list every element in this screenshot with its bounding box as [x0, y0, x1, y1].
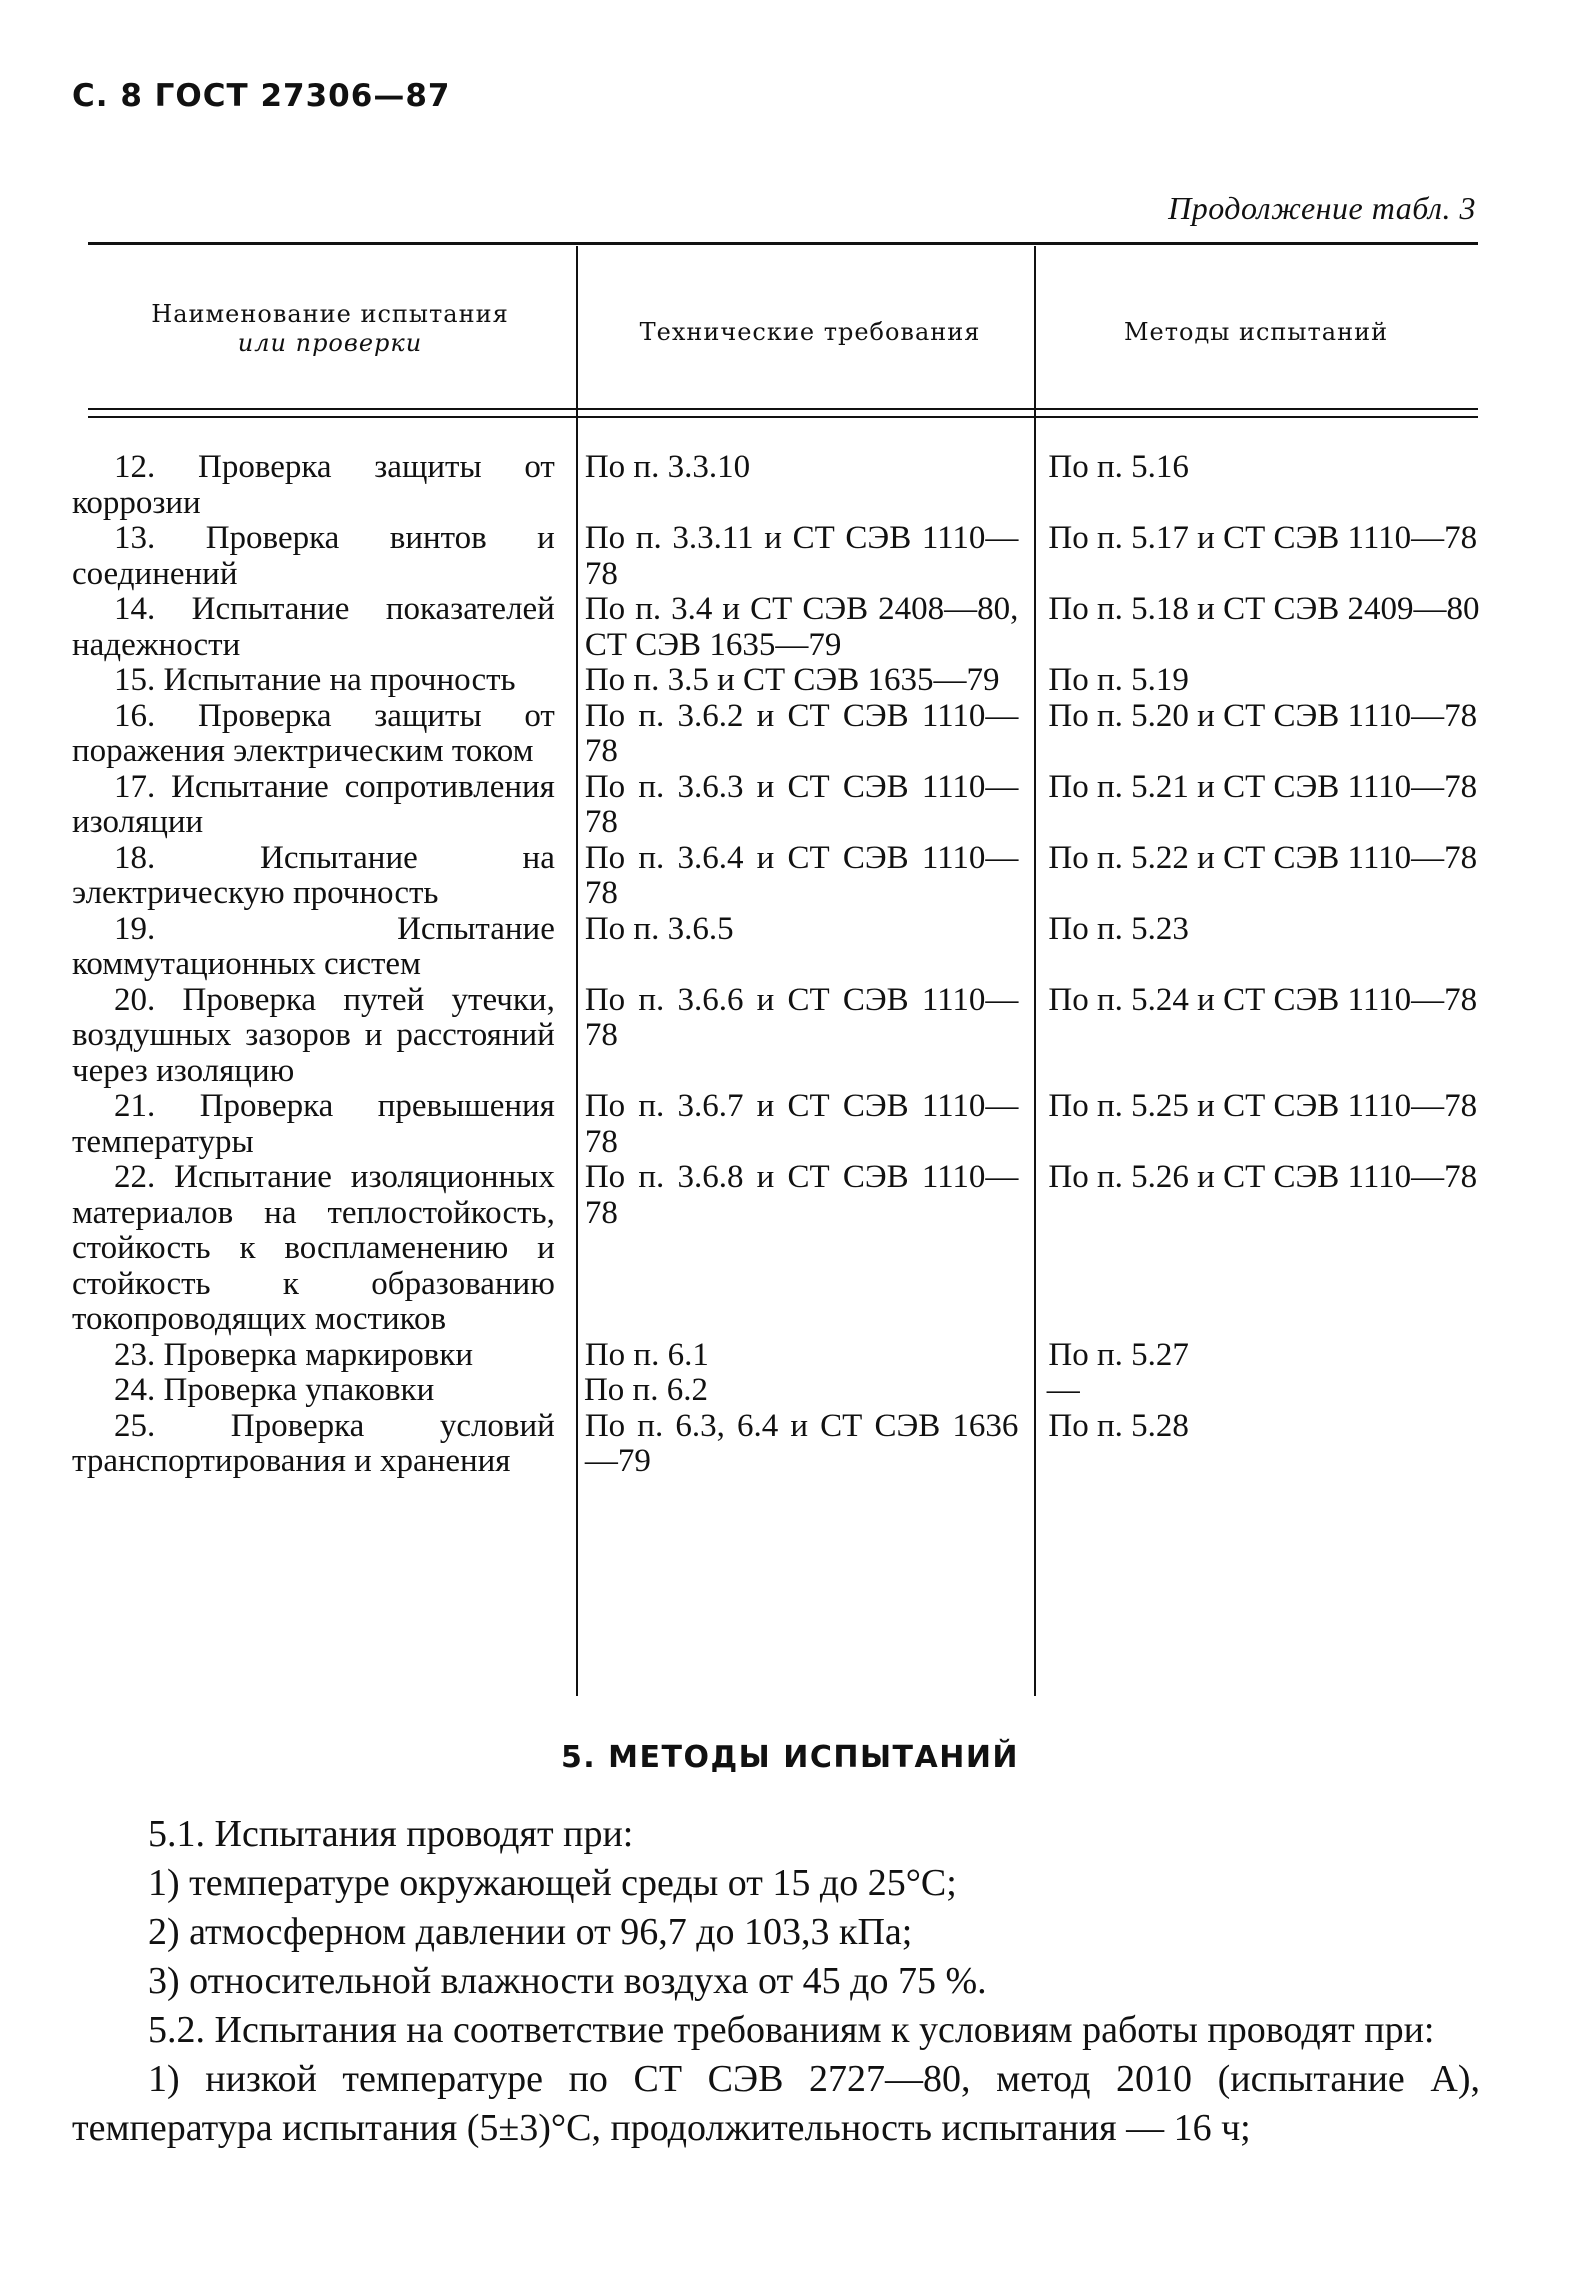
requirement-cell: По п. 6.2 [583, 1372, 708, 1408]
table-row [72, 1409, 1482, 1480]
table-row [72, 521, 1482, 592]
method-cell: — [1046, 1372, 1080, 1408]
method-cell: По п. 5.24 и СТ СЭВ 1110—78 [1048, 981, 1478, 1018]
method-cell: По п. 5.21 и СТ СЭВ 1110—78 [1048, 768, 1478, 805]
test-name-cell: 23. Проверка маркировки [114, 1336, 474, 1373]
test-name-cell: 18. Испытание на электрическую прочность [72, 839, 555, 911]
table-row [72, 1160, 1482, 1338]
table-top-rule [88, 242, 1478, 245]
method-cell: По п. 5.25 и СТ СЭВ 1110—78 [1048, 1088, 1478, 1124]
test-name-cell: 17. Испытание сопротивления изоляции [72, 768, 555, 840]
table-row [72, 663, 1482, 699]
method-cell: По п. 5.27 [1048, 1336, 1189, 1373]
page-header: С. 8 ГОСТ 27306—87 [72, 78, 451, 114]
header-rule-2 [88, 416, 1478, 418]
paragraph: 1) низкой температуре по СТ СЭВ 2727—80, метод 2010 (испытание А), температура испытания (5±3)°С, продолжительность испытания — 16 ч; [72, 2058, 1480, 2149]
column-header-name-line1: Наименование испытания [151, 300, 509, 328]
requirement-cell: По п. 3.6.7 и СТ СЭВ 1110—78 [584, 1088, 1019, 1160]
table-row [72, 1373, 1482, 1409]
test-name-cell: 24. Проверка упаковки [114, 1372, 435, 1408]
method-cell: По п. 5.17 и СТ СЭВ 1110—78 [1048, 520, 1478, 556]
paragraph: 1) температуре окружающей среды от 15 до 25°С; [148, 1862, 957, 1904]
test-name-cell: 16. Проверка защиты от поражения электрическим током [72, 697, 555, 769]
section-heading: 5. МЕТОДЫ ИСПЫТАНИЙ [560, 1740, 1020, 1775]
test-name-cell: 20. Проверка путей утечки, воздушных зазоров и расстояний через изоляцию [72, 981, 555, 1089]
table-row [72, 841, 1482, 912]
method-cell: По п. 5.26 и СТ СЭВ 1110—78 [1048, 1159, 1478, 1195]
table-row [72, 1089, 1482, 1160]
column-header-name [100, 300, 560, 358]
method-cell: По п. 5.28 [1048, 1407, 1189, 1444]
requirement-cell: По п. 3.6.4 и СТ СЭВ 1110—78 [584, 839, 1019, 911]
table-continuation-label: Продолжение табл. 3 [1168, 190, 1476, 226]
requirement-cell: По п. 3.5 и СТ СЭВ 1635—79 [584, 662, 1000, 698]
table-row [72, 770, 1482, 841]
test-name-cell: 13. Проверка винтов и соединений [72, 520, 555, 592]
paragraph: 5.2. Испытания на соответствие требованиям к условиям работы проводят при: [148, 2009, 1435, 2051]
test-name-cell: 21. Проверка превышения температуры [72, 1088, 555, 1160]
table-row [72, 1338, 1482, 1374]
table-row [72, 983, 1482, 1090]
method-cell: По п. 5.22 и СТ СЭВ 1110—78 [1048, 839, 1478, 876]
test-name-cell: 25. Проверка условий транспортирования и хранения [72, 1407, 555, 1479]
requirement-cell: По п. 3.6.8 и СТ СЭВ 1110—78 [584, 1159, 1019, 1231]
requirement-cell: По п. 3.6.6 и СТ СЭВ 1110—78 [584, 981, 1019, 1053]
column-header-methods: Методы испытаний [1123, 318, 1389, 346]
test-name-cell: 15. Испытание на прочность [114, 662, 516, 698]
paragraph: 2) атмосферном давлении от 96,7 до 103,3 кПа; [148, 1911, 913, 1953]
method-cell: По п. 5.23 [1048, 910, 1189, 947]
requirement-cell: По п. 3.6.2 и СТ СЭВ 1110—78 [584, 697, 1019, 769]
paragraph: 5.1. Испытания проводят при: [148, 1813, 634, 1855]
test-name-cell: 14. Испытание показателей надежности [72, 591, 555, 663]
header-rule-1 [88, 408, 1478, 410]
method-cell: По п. 5.19 [1048, 662, 1189, 698]
requirement-cell: По п. 3.4 и СТ СЭВ 2408—80, СТ СЭВ 1635—79 [584, 591, 1019, 663]
column-header-requirements: Технические требования [639, 318, 981, 346]
requirement-cell: По п. 3.6.5 [584, 910, 734, 947]
requirement-cell: По п. 3.3.11 и СТ СЭВ 1110—78 [584, 520, 1019, 592]
test-name-cell: 19. Испытание коммутационных систем [72, 910, 555, 982]
requirement-cell: По п. 6.3, 6.4 и СТ СЭВ 1636—79 [584, 1407, 1019, 1479]
table-row [72, 592, 1482, 663]
table-row [72, 699, 1482, 770]
requirement-cell: По п. 3.6.3 и СТ СЭВ 1110—78 [584, 768, 1019, 840]
test-name-cell: 22. Испытание изоляционных материалов на теплостойкость, стойкость к воспламенению и стойкость к образованию токопроводящих мостиков [72, 1159, 555, 1337]
table-row [72, 450, 1482, 521]
column-header-name-line2: или проверки [237, 328, 423, 357]
section-body [72, 1810, 1480, 2153]
method-cell: По п. 5.18 и СТ СЭВ 2409—80 [1048, 591, 1480, 627]
method-cell: По п. 5.20 и СТ СЭВ 1110—78 [1048, 697, 1478, 734]
paragraph: 3) относительной влажности воздуха от 45 до 75 %. [148, 1960, 987, 2002]
method-cell: По п. 5.16 [1048, 449, 1189, 485]
test-name-cell: 12. Проверка защиты от коррозии [72, 449, 555, 521]
table-body [72, 450, 1482, 1480]
requirement-cell: По п. 6.1 [584, 1336, 709, 1373]
table-row [72, 912, 1482, 983]
requirement-cell: По п. 3.3.10 [584, 449, 751, 485]
